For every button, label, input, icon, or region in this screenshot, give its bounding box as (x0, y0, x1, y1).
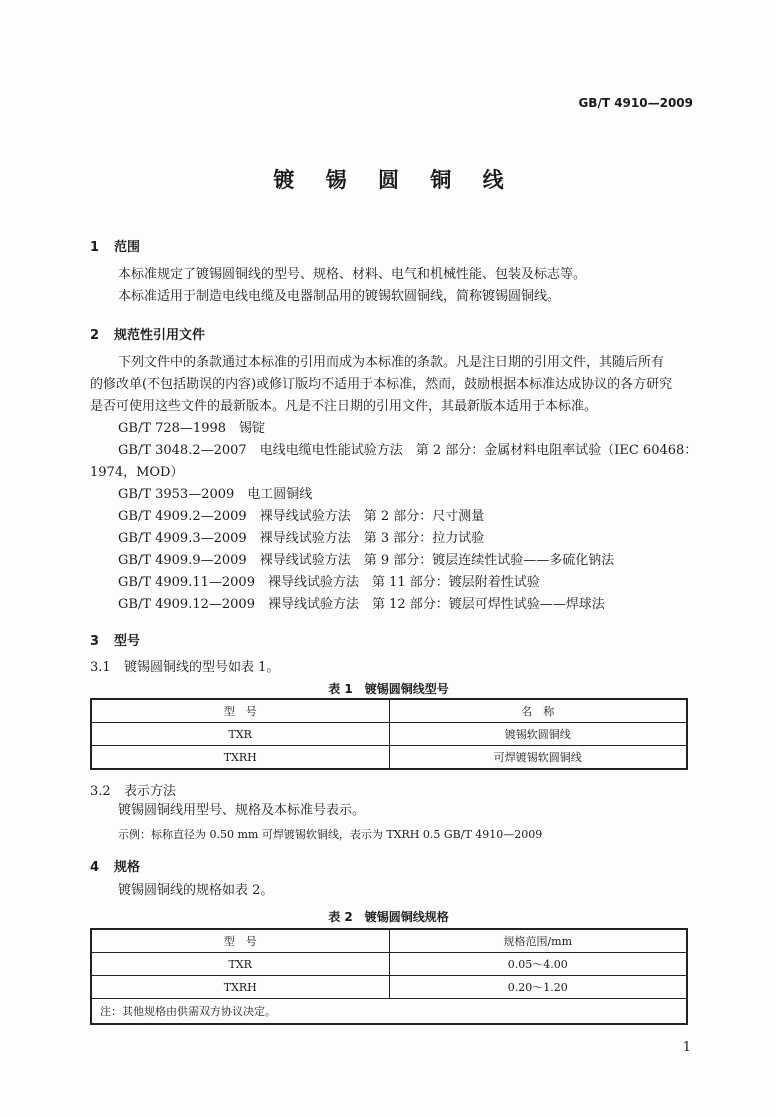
reference-item: GB/T 4909.11—2009 裸导线试验方法 第 11 部分：镀层附着性试验 (118, 575, 540, 590)
reference-item: GB/T 4909.9—2009 裸导线试验方法 第 9 部分：镀层连续性试验——多硫化钠法 (118, 553, 615, 568)
subsection-3-1 (90, 656, 279, 675)
table-1 (90, 698, 688, 770)
table-row (91, 746, 687, 770)
section-number: 2 (90, 328, 100, 343)
table-note-row (91, 999, 687, 1025)
table-note: 注：其他规格由供需双方协议决定。 (91, 999, 687, 1025)
section-number: 1 (90, 240, 100, 255)
table-row (91, 976, 687, 999)
table-cell: 镀锡软圆铜线 (389, 723, 687, 746)
table-header-cell: 型 号 (91, 699, 389, 723)
paragraph: 本标准规定了镀锡圆铜线的型号、规格、材料、电气和机械性能、包装及标志等。 (118, 267, 587, 282)
table-header-cell: 型 号 (91, 929, 389, 953)
table-cell: TXR (91, 953, 389, 976)
table-cell: TXRH (91, 976, 389, 999)
reference-item: GB/T 728—1998 锡锭 (118, 421, 266, 436)
section-2-heading (90, 324, 205, 343)
example-text: 示例：标称直径为 0.50 mm 可焊镀锡软铜线，表示为 TXRH 0.5 GB/T 4910—2009 (118, 828, 543, 841)
section-title: 型号 (114, 634, 141, 649)
reference-item: GB/T 3953—2009 电工圆铜线 (118, 487, 313, 502)
table-2-caption: 表 2 镀锡圆铜线规格 (328, 910, 449, 924)
subsection-text: 镀锡圆铜线的型号如表 1。 (124, 660, 280, 675)
section-number: 4 (90, 860, 100, 875)
paragraph: 是否可使用这些文件的最新版本。凡是不注日期的引用文件，其最新版本适用于本标准。 (90, 399, 598, 414)
section-title: 规范性引用文件 (114, 328, 206, 343)
page-title: 镀 锡 圆 铜 线 (273, 168, 516, 192)
table-cell: 可焊镀锡软圆铜线 (389, 746, 687, 770)
subsection-number: 3.1 (90, 660, 111, 675)
reference-item: GB/T 4909.3—2009 裸导线试验方法 第 3 部分：拉力试验 (118, 531, 485, 546)
table-row (91, 953, 687, 976)
table-row (91, 723, 687, 746)
section-4-heading (90, 856, 140, 875)
table-2 (90, 928, 688, 1025)
table-1-caption: 表 1 镀锡圆铜线型号 (328, 682, 449, 696)
reference-item: 1974，MOD） (90, 465, 184, 480)
table-cell: 0.20～1.20 (389, 976, 687, 999)
table-cell: TXR (91, 723, 389, 746)
table-header-row (91, 929, 687, 953)
subsection-3-2 (90, 780, 176, 799)
paragraph: 的修改单(不包括勘误的内容)或修订版均不适用于本标准，然而，鼓励根据本标准达成协议的各方研究 (90, 377, 673, 392)
reference-item: GB/T 4909.2—2009 裸导线试验方法 第 2 部分：尺寸测量 (118, 509, 485, 524)
standard-code: GB/T 4910—2009 (578, 96, 693, 110)
reference-item: GB/T 3048.2—2007 电线电缆电性能试验方法 第 2 部分：金属材料电阻率试验（IEC 60468： (118, 443, 698, 458)
section-1-heading (90, 236, 140, 255)
section-3-heading (90, 630, 140, 649)
paragraph: 镀锡圆铜线的规格如表 2。 (118, 883, 274, 898)
paragraph: 本标准适用于制造电线电缆及电器制品用的镀锡软圆铜线，简称镀锡圆铜线。 (118, 289, 561, 304)
section-title: 规格 (114, 860, 141, 875)
table-cell: 0.05～4.00 (389, 953, 687, 976)
section-number: 3 (90, 634, 100, 649)
table-cell: TXRH (91, 746, 389, 770)
subsection-title: 表示方法 (124, 784, 177, 799)
table-header-cell: 名 称 (389, 699, 687, 723)
table-header-cell: 规格范围/mm (389, 929, 687, 953)
table-header-row (91, 699, 687, 723)
paragraph: 下列文件中的条款通过本标准的引用而成为本标准的条款。凡是注日期的引用文件，其随后所有 (118, 355, 665, 370)
subsection-number: 3.2 (90, 784, 111, 799)
page-number: 1 (682, 1040, 691, 1055)
reference-item: GB/T 4909.12—2009 裸导线试验方法 第 12 部分：镀层可焊性试验——焊球法 (118, 597, 605, 612)
paragraph: 镀锡圆铜线用型号、规格及本标准号表示。 (118, 803, 366, 818)
section-title: 范围 (114, 240, 141, 255)
